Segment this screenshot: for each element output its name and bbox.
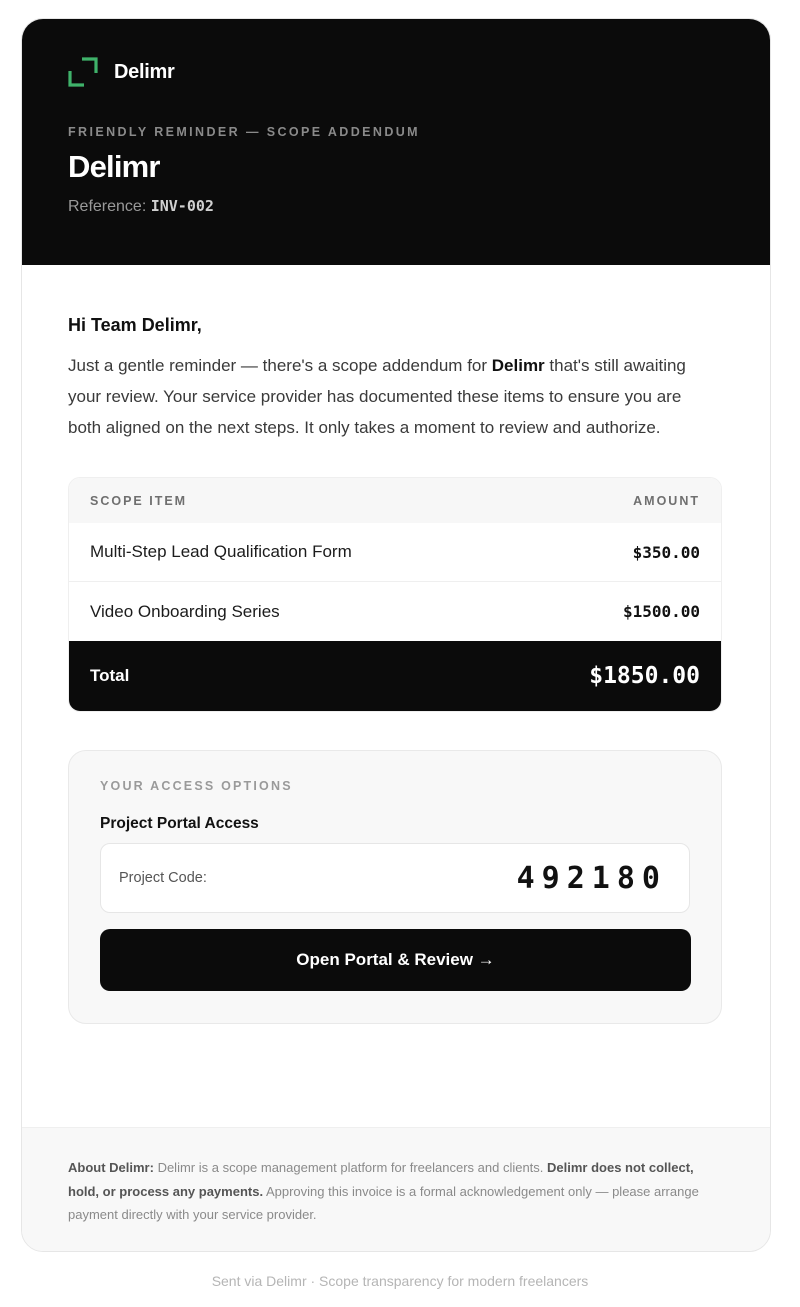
page-title: Delimr	[68, 149, 160, 184]
scope-item-name: Multi-Step Lead Qualification Form	[90, 542, 352, 561]
total-row	[69, 641, 721, 711]
column-header-amount: AMOUNT	[633, 493, 700, 508]
access-eyebrow: YOUR ACCESS OPTIONS	[100, 779, 293, 793]
total-label: Total	[90, 666, 130, 685]
reference-code: INV-002	[150, 197, 214, 215]
project-code-label: Project Code:	[119, 870, 207, 886]
brand-name: Delimr	[114, 60, 175, 83]
email-header	[22, 19, 770, 265]
sent-via-line: Sent via Delimr · Scope transparency for modern freelancers	[211, 1273, 589, 1289]
reference-line	[68, 197, 724, 216]
scope-table	[68, 477, 722, 712]
table-row	[69, 523, 721, 582]
greeting: Hi Team Delimr,	[68, 315, 202, 335]
disclaimer-text: Approving this invoice is a formal acknowledgement only — please arrange payment directly with your service provider.	[68, 1183, 699, 1222]
scope-item-amount: $350.00	[632, 542, 700, 562]
about-label: About Delimr:	[68, 1160, 154, 1175]
email-body	[22, 265, 770, 1024]
project-code-box	[100, 843, 690, 913]
intro-paragraph	[68, 350, 718, 443]
disclaimer-bold: Delimr does not collect, hold, or process any payments.	[68, 1160, 694, 1199]
reference-label: Reference:	[68, 198, 147, 215]
table-row	[69, 582, 721, 641]
about-text: Delimr is a scope management platform for freelancers and clients.	[153, 1160, 548, 1175]
intro-project-name: Delimr	[491, 356, 545, 375]
project-code-value: 492180	[516, 860, 667, 896]
column-header-item: SCOPE ITEM	[90, 493, 188, 508]
intro-text-start: Just a gentle reminder — there's a scope addendum for	[68, 356, 492, 375]
scope-item-name: Video Onboarding Series	[90, 601, 280, 621]
footer-disclaimer	[68, 1156, 708, 1227]
header-eyebrow: FRIENDLY REMINDER — SCOPE ADDENDUM	[68, 125, 420, 139]
portal-access-label: Project Portal Access	[100, 815, 259, 832]
intro-text-end: that's still awaiting your review. Your service provider has documented these items to ensure you are both aligned on the next steps. It only takes a moment to review and authorize.	[68, 356, 686, 437]
scope-item-amount: $1500.00	[622, 602, 700, 621]
table-header	[69, 478, 721, 523]
brand-row	[68, 57, 724, 87]
email-card	[21, 18, 771, 1252]
email-footer	[22, 1127, 770, 1251]
access-options-panel	[68, 750, 722, 1024]
open-portal-button[interactable]: Open Portal & Review →	[100, 929, 691, 991]
brackets-logo-icon	[68, 57, 98, 87]
total-value: $1850.00	[589, 663, 700, 689]
